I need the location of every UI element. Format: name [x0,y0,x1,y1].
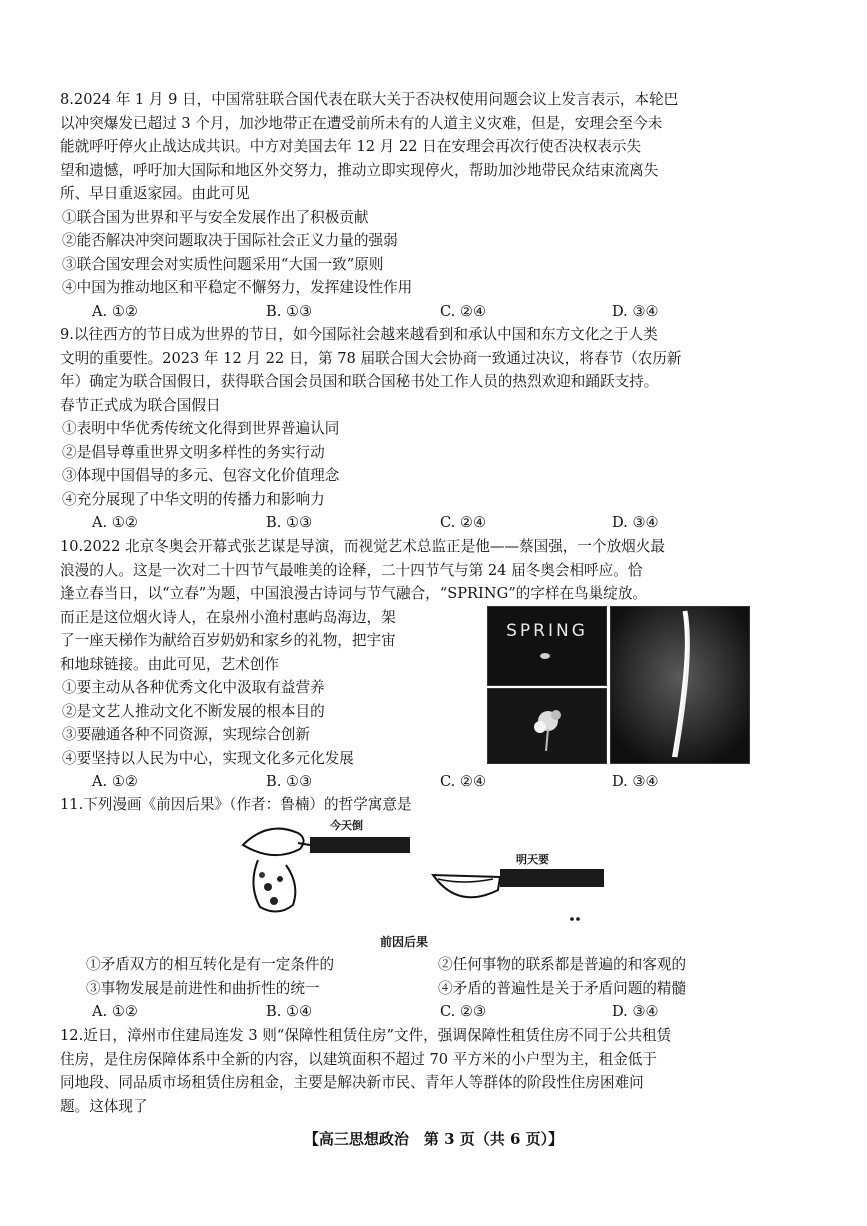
q11-option-c[interactable]: C. ②③ [440,1003,487,1020]
firework-burst-photo [487,688,607,764]
q8-line: 能就呼吁停火止战达成共识。中方对美国去年 12 月 22 日在安理会再次行使否决权表示失 [60,138,642,155]
spring-firework-photo [487,606,607,686]
cartoon-caption: 前因后果 [380,935,429,949]
page-footer: 【高三思想政治 第 3 页（共 6 页）】 [303,1130,564,1148]
firework-burst-icon [488,689,606,763]
q8-statement: ②能否解决冲突问题取决于国际社会正义力量的强弱 [62,232,398,249]
q10-options [60,770,820,794]
q8-line: 以冲突爆发已超过 3 个月，加沙地带正在遭受前所未有的人道主义灾难，但是，安理会至今未 [60,114,663,132]
q11-stem: 11.下列漫画《前因后果》（作者：鲁楠）的哲学寓意是 [60,796,412,813]
q10-option-a[interactable]: A. ①② [92,773,138,790]
cartoon-label-today: 今天倒 [330,819,363,832]
q12-line: 同地段、同品质市场租赁住房租金，主要是解决新市民、青年人等群体的阶段性住房困难问 [60,1074,644,1091]
question-11 [60,793,820,817]
q12-line: 12.近日，漳州市住建局连发 3 则“保障性租赁住房”文件，强调保障性租赁住房不同于公共租赁 [60,1027,672,1044]
q10-statement: ②是文艺人推动文化不断发展的根本目的 [62,702,325,720]
q11-statement: ①矛盾双方的相互转化是有一定条件的 [86,956,335,973]
q10-option-b[interactable]: B. ①③ [266,773,313,790]
q8-option-c[interactable]: C. ②④ [440,302,487,320]
q8-options [60,300,820,324]
q10-line: 了一座天梯作为献给百岁奶奶和家乡的礼物，把宇宙 [60,632,396,649]
q9-line: 9.以往西方的节日成为世界的节日，如今国际社会越来越看到和承认中国和东方文化之于人类 [60,326,658,343]
q9-line: 文明的重要性。2023 年 12 月 22 日，第 78 届联合国大会协商一致通过决议，将春节（农历新 [60,349,682,367]
q10-line: 10.2022 北京冬奥会开幕式张艺谋是导演，而视觉艺术总监正是他——蔡国强，一个放烟火最 [60,538,665,555]
q8-statement: ①联合国为世界和平与安全发展作出了积极贡献 [62,208,369,226]
q11-statement: ③事物发展是前进性和曲折性的统一 [86,979,320,997]
q10-line: 逢立春当日，以“立春”为题，中国浪漫古诗词与节气融合，“SPRING”的字样在鸟巢绽放。 [60,585,648,602]
q9-statement: ④充分展现了中华文明的传播力和影响力 [62,490,325,508]
q9-line: 春节正式成为联合国假日 [60,396,221,414]
sky-ladder-photo [610,606,750,764]
q8-statement: ④中国为推动地区和平稳定不懈努力，发挥建设性作用 [62,279,413,296]
sky-ladder-icon [611,607,749,763]
q10-option-c[interactable]: C. ②④ [440,773,487,790]
q10-statement: ④要坚持以人民为中心，实现文化多元化发展 [62,749,354,767]
q10-line: 浪漫的人。这是一次对二十四节气最唯美的诠释，二十四节气与第 24 届冬奥会相呼应。恰 [60,561,643,579]
q9-options [60,511,820,535]
q12-line: 题。这体现了 [60,1097,148,1115]
q10-line: 而正是这位烟火诗人，在泉州小渔村惠屿岛海边，架 [60,608,396,626]
q10-option-d[interactable]: D. ③④ [612,773,659,790]
q11-options [60,1000,820,1024]
q9-statement: ①表明中华优秀传统文化得到世界普遍认同 [62,420,340,437]
q8-option-d[interactable]: D. ③④ [612,302,659,320]
q9-option-b[interactable]: B. ①③ [266,514,313,531]
q9-option-d[interactable]: D. ③④ [612,514,659,531]
q8-line: 8.2024 年 1 月 9 日，中国常驻联合国代表在联大关于否决权使用问题会议上发言表示，本轮巴 [60,91,679,108]
question-8 [60,88,820,323]
q9-statement: ②是倡导尊重世界文明多样性的务实行动 [62,443,325,461]
q11-statement: ②任何事物的联系都是普遍的和客观的 [438,956,687,973]
q11-statement: ④矛盾的普遍性是关于矛盾问题的精髓 [438,979,687,997]
spring-text: SPRING [506,621,588,641]
q8-line: 望和遗憾，呼吁加大国际和地区外交努力，推动立即实现停火，帮助加沙地带民众结束流离失 [60,161,659,179]
q9-option-a[interactable]: A. ①② [92,514,138,531]
q9-statement: ③体现中国倡导的多元、包容文化价值理念 [62,467,340,484]
question-12 [60,1024,820,1118]
q9-line: 年）确定为联合国假日，获得联合国会员国和联合国秘书处工作人员的热烈欢迎和踊跃支持。 [60,373,659,390]
q8-line: 所、早日重返家园。由此可见 [60,185,250,202]
q10-statement: ③要融通各种不同资源，实现综合创新 [62,726,311,743]
q12-line: 住房，是住房保障体系中全新的内容，以建筑面积不超过 70 平方米的小户型为主，租金低于 [60,1050,658,1068]
question-11-choices [60,953,820,1024]
question-9 [60,323,820,535]
q10-line: 和地球链接。由此可见，艺术创作 [60,655,279,673]
q8-option-b[interactable]: B. ①③ [266,302,313,320]
cartoon-drawing-icon [238,815,638,925]
firework-spark [540,653,550,659]
cartoon-cause-effect [238,815,638,955]
q9-option-c[interactable]: C. ②④ [440,514,487,531]
q11-option-b[interactable]: B. ①④ [266,1003,313,1020]
cartoon-label-tomorrow: 明天要 [516,853,549,866]
q11-option-d[interactable]: D. ③④ [612,1003,659,1020]
q11-option-a[interactable]: A. ①② [92,1003,138,1020]
q8-option-a[interactable]: A. ①② [92,302,138,320]
q10-statement: ①要主动从各种优秀文化中汲取有益营养 [62,679,325,696]
q8-statement: ③联合国安理会对实质性问题采用“大国一致”原则 [62,255,384,273]
